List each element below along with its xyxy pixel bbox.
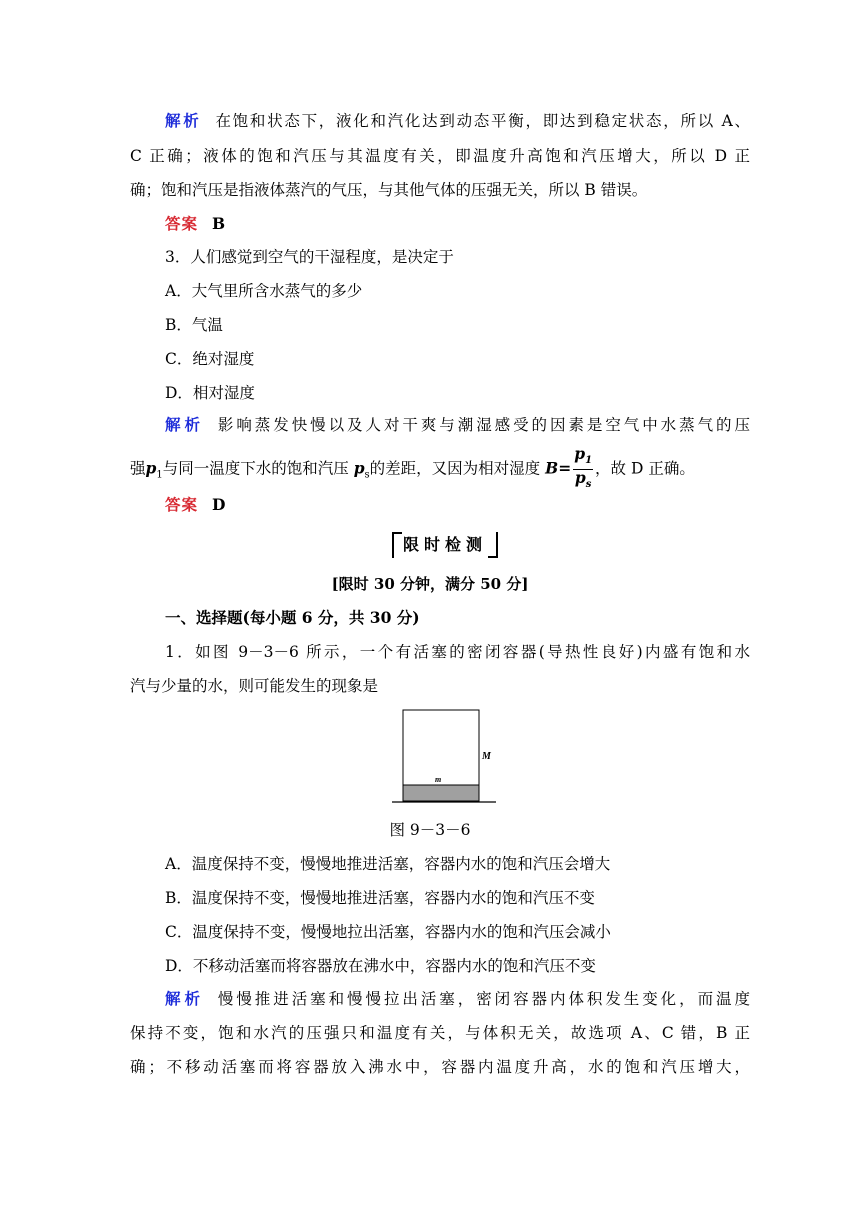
- option-d: D．不移动活塞而将容器放在沸水中，容器内水的饱和汽压不变: [165, 957, 596, 975]
- analysis-tag: 解析: [165, 989, 204, 1008]
- time-limit: [限时 30 分钟，满分 50 分]: [331, 575, 529, 593]
- option-a: A．大气里所含水蒸气的多少: [165, 282, 363, 300]
- analysis-text: 在饱和状态下，液化和汽化达到动态平衡，即达到稳定状态，所以 A、: [215, 112, 750, 130]
- container-figure: [370, 705, 510, 805]
- label-M: M: [482, 751, 491, 762]
- analysis-line: 保持不变，饱和水汽的压强只和温度有关，与体积无关，故选项 A、C 错，B 正: [130, 1024, 750, 1042]
- option-c: C．绝对湿度: [165, 350, 255, 368]
- question-stem: 3．人们感觉到空气的干湿程度，是决定于: [165, 248, 454, 266]
- option-b: B．温度保持不变，慢慢地推进活塞，容器内水的饱和汽压不变: [165, 889, 595, 907]
- section-heading: 一、选择题(每小题 6 分，共 30 分): [165, 608, 420, 627]
- question-stem: 汽与少量的水，则可能发生的现象是: [130, 677, 379, 695]
- section-badge: 限时检测: [392, 532, 498, 558]
- fraction: $\frac{p_1}{p_s}$: [574, 444, 593, 491]
- option-b: B．气温: [165, 316, 223, 334]
- figure-caption: 图 9－3－6: [389, 821, 471, 839]
- water-layer: [403, 785, 479, 801]
- analysis-line: [165, 988, 750, 1010]
- option-c: C．温度保持不变，慢慢地拉出活塞，容器内水的饱和汽压会减小: [165, 923, 611, 941]
- analysis-tag: 解析: [165, 111, 202, 130]
- answer-value: B: [212, 214, 226, 233]
- answer-line: [165, 213, 785, 235]
- answer-tag: 答案: [165, 495, 199, 514]
- answer-tag: 答案: [165, 214, 199, 233]
- analysis-line: 确；不移动活塞而将容器放入沸水中，容器内温度升高，水的饱和汽压增大，: [130, 1058, 750, 1076]
- analysis-formula-line: 强$p_1$与同一温度下水的饱和汽压 $p_s$的差距，又因为相对湿度 B= $\frac{p_1}{p_s}$ ，故 D 正确。: [130, 446, 750, 486]
- option-a: A．温度保持不变，慢慢地推进活塞，容器内水的饱和汽压会增大: [165, 855, 611, 873]
- option-d: D．相对湿度: [165, 384, 255, 402]
- analysis-tag: 解析: [165, 415, 204, 434]
- question-stem: 1．如图 9－3－6 所示，一个有活塞的密闭容器(导热性良好)内盛有饱和水: [165, 643, 750, 661]
- analysis-line: C 正确；液体的饱和汽压与其温度有关，即温度升高饱和汽压增大，所以 D 正: [130, 147, 750, 165]
- analysis-text: 慢慢推进活塞和慢慢拉出活塞，密闭容器内体积发生变化，而温度: [217, 990, 750, 1008]
- analysis-line: 确；饱和汽压是指液体蒸汽的气压，与其他气体的压强无关，所以 B 错误。: [130, 181, 648, 199]
- answer-line: [165, 494, 785, 516]
- answer-value: D: [212, 495, 226, 514]
- label-m: m: [435, 775, 442, 784]
- analysis-text: 影响蒸发快慢以及人对干爽与潮湿感受的因素是空气中水蒸气的压: [217, 416, 750, 434]
- analysis-line: [165, 414, 750, 436]
- analysis-line: [165, 110, 750, 132]
- humidity-symbol: B: [545, 458, 559, 478]
